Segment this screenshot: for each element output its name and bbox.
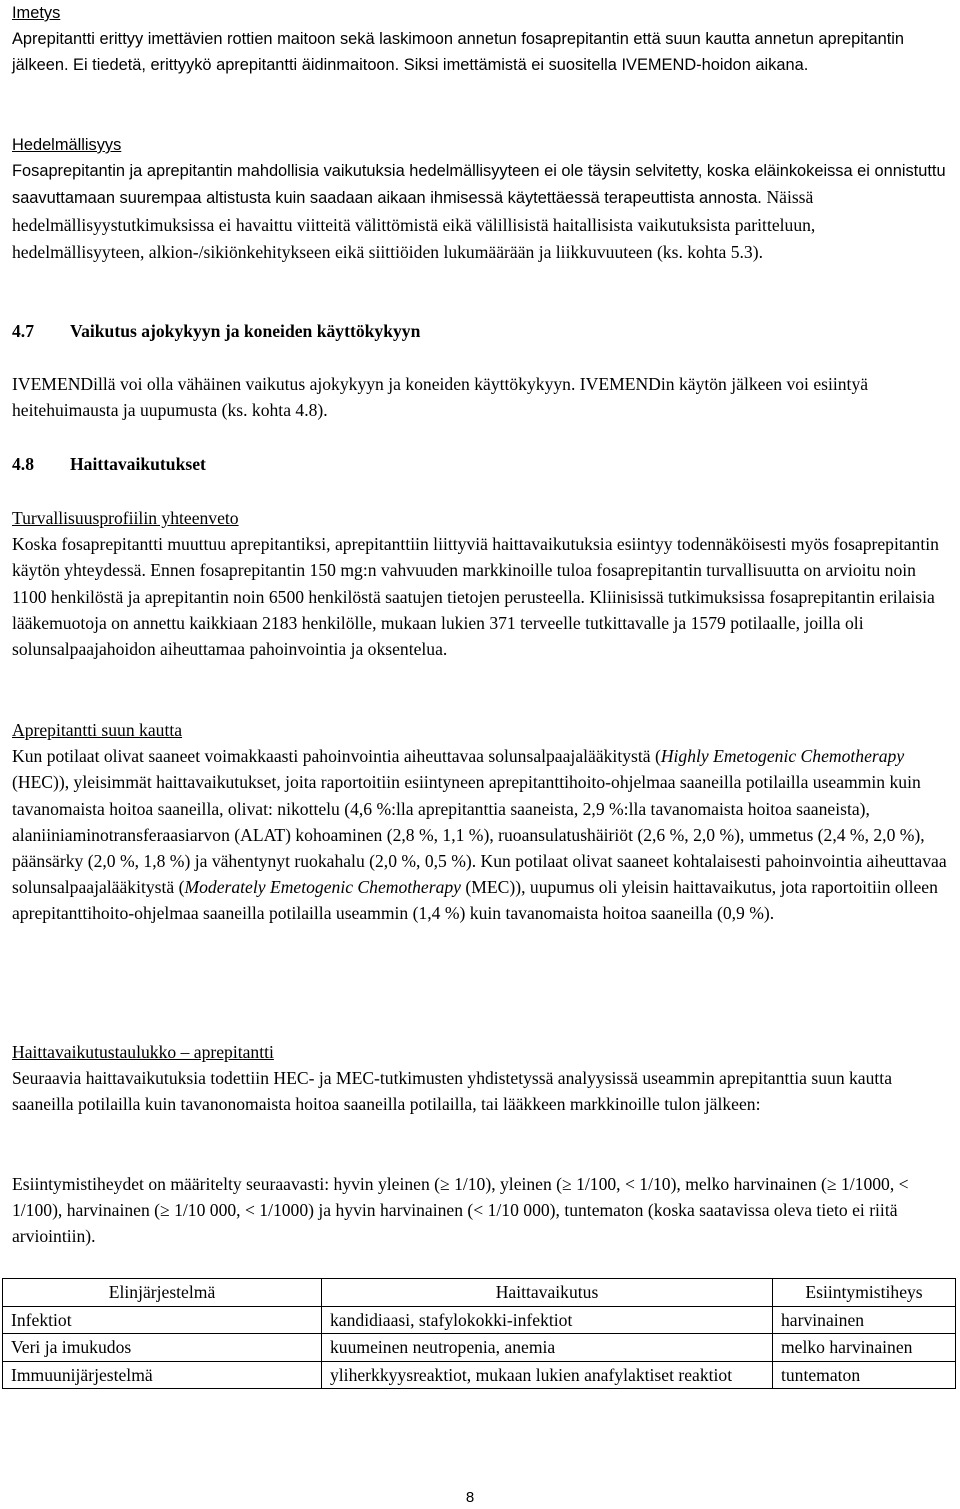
table-cell-frequency: melko harvinainen bbox=[773, 1334, 956, 1362]
table-row bbox=[3, 1306, 956, 1334]
table-cell-reaction: kuumeinen neutropenia, anemia bbox=[322, 1334, 773, 1362]
table-row bbox=[3, 1361, 956, 1389]
hec-term: Highly Emetogenic Chemotherapy bbox=[660, 746, 905, 767]
section-title: Haittavaikutukset bbox=[70, 454, 206, 474]
hedelmallisyys-text-sans: Fosaprepitantin ja aprepitantin mahdollisia vaikutuksia hedelmällisyyteen ei ole täysin selvitetty, koska eläinkokeissa ei onnistuttu saavuttamaan suurempaa altistusta kuin saadaan aikaan ihmisessä käytettäessä terapeuttista annosta. bbox=[12, 162, 946, 208]
hedelmallisyys-text-serif: Näissä hedelmällisyystutkimuksissa ei havaittu viitteitä välittömistä eikä välillisistä haitallisista vaikutuksista paritteluun, hedelmällisyyteen, alkion-/sikiönkehitykseen eikä siittiöiden lukumäärään ja liikkuvuuteen (ks. kohta 5.3). bbox=[12, 187, 816, 262]
suun-kautta-text-2: (HEC)), yleisimmät haittavaikutukset, joita raportoitiin esiintyneen aprepitanttihoito-ohjelmaa saaneilla potilailla useammin kuin tavanomaista hoitoa saaneilla, olivat: nikottelu (4,6 %:lla aprepitanttia saaneista, 2,9 %:lla tavanomaista hoitoa saaneista), alaniiniaminotransferaasiarvon (ALAT) kohoaminen (2,8 %, 1,1 %), ruoansulatushäiriöt (2,6 %, 2,0 %), ummetus (2,4 %, 2,0 %), päänsärky (2,0 %, 1,8 %) ja vähentynyt ruokahalu (2,0 %, 0,5 %). Kun potilaat olivat saaneet kohtalaisesti pahoinvointia aiheuttavaa solunsalpaajalääkitystä ( bbox=[12, 772, 947, 898]
taulukko-heading: Haittavaikutustaulukko – aprepitantti bbox=[12, 1042, 274, 1062]
turvallisuus-heading: Turvallisuusprofiilin yhteenveto bbox=[12, 508, 239, 528]
taulukko-text: Seuraavia haittavaikutuksia todettiin HEC- ja MEC-tutkimusten yhdistetyssä analyysissä useammin aprepitanttia suun kautta saaneilla potilailla kuin tavanonomaista hoitoa saaneilla potilailla, tai lääkkeen markkinoille tulon jälkeen: bbox=[12, 1068, 892, 1115]
table-cell-organ: Immuunijärjestelmä bbox=[3, 1361, 322, 1389]
section-4-7-text: IVEMENDillä voi olla vähäinen vaikutus ajokykyyn ja koneiden käyttökykyyn. IVEMENDin käytön jälkeen voi esiintyä heitehuimausta ja uupumusta (ks. kohta 4.8). bbox=[12, 374, 869, 421]
table-cell-reaction: yliherkkyysreaktiot, mukaan lukien anafylaktiset reaktiot bbox=[322, 1361, 773, 1389]
section-4-7-heading bbox=[12, 318, 948, 344]
page-number: 8 bbox=[465, 1489, 475, 1506]
table-cell-reaction: kandidiaasi, stafylokokki-infektiot bbox=[322, 1306, 773, 1334]
suun-kautta-text-3: (MEC)), uupumus oli yleisin haittavaikutus, jota raportoitiin olleen aprepitanttihoito-ohjelmaa saaneilla potilailla useammin (1,4 %) kuin tavanomaista hoitoa saaneilla (0,9 %). bbox=[12, 877, 938, 924]
table-cell-organ: Veri ja imukudos bbox=[3, 1334, 322, 1362]
column-header: Haittavaikutus bbox=[322, 1279, 773, 1307]
turvallisuus-text: Koska fosaprepitantti muuttuu aprepitantiksi, aprepitanttiin liittyviä haittavaikutuksia esiintyy todennäköisesti myös fosaprepitantin käytön yhteydessä. Ennen fosaprepitantin 150 mg:n vahvuuden markkinoille tuloa fosaprepitantin turvallisuutta on arvioitu noin 1100 henkilöstä ja aprepitantin noin 6500 henkilöstä saatujen tietojen perusteella. Kliinisissä tutkimuksissa fosaprepitantin erilaisia lääkemuotoja on annettu kaikkiaan 2183 henkilölle, mukaan lukien 371 terveelle tutkittavalle ja 1579 potilaalle, joilla oli solunsalpaajahoidon aiheuttamaa pahoinvointia ja oksentelua. bbox=[12, 534, 939, 660]
suun-kautta-text-1: Kun potilaat olivat saaneet voimakkaasti pahoinvointia aiheuttavaa solunsalpaajalääkitystä ( bbox=[12, 746, 661, 767]
suun-kautta-heading: Aprepitantti suun kautta bbox=[12, 720, 183, 740]
section-number: 4.7 bbox=[12, 321, 34, 341]
table-cell-organ: Infektiot bbox=[3, 1306, 322, 1334]
table-header-row bbox=[3, 1279, 956, 1307]
imetys-heading: Imetys bbox=[12, 4, 61, 22]
section-number: 4.8 bbox=[12, 454, 34, 474]
mec-term: Moderately Emetogenic Chemotherapy bbox=[184, 877, 461, 898]
column-header: Esiintymistiheys bbox=[773, 1279, 956, 1307]
adverse-reactions-table bbox=[2, 1278, 956, 1389]
section-4-8-heading bbox=[12, 451, 948, 477]
column-header: Elinjärjestelmä bbox=[3, 1279, 322, 1307]
table-row bbox=[3, 1334, 956, 1362]
hedelmallisyys-heading: Hedelmällisyys bbox=[12, 136, 122, 154]
frequency-definitions: Esiintymistiheydet on määritelty seuraavasti: hyvin yleinen (≥ 1/10), yleinen (≥ 1/100, < 1/10), melko harvinainen (≥ 1/1000, < 1/100), harvinainen (≥ 1/10 000, < 1/1000) ja hyvin harvinainen (< 1/10 000), tuntematon (koska saatavissa oleva tieto ei riitä arviointiin). bbox=[12, 1174, 909, 1247]
table-cell-frequency: tuntematon bbox=[773, 1361, 956, 1389]
imetys-text: Aprepitantti erittyy imettävien rottien maitoon sekä laskimoon annetun fosaprepitantin että suun kautta annetun aprepitantin jälkeen. Ei tiedetä, erittyykö aprepitantti äidinmaitoon. Siksi imettämistä ei suositella IVEMEND-hoidon aikana. bbox=[12, 30, 905, 75]
table-cell-frequency: harvinainen bbox=[773, 1306, 956, 1334]
section-title: Vaikutus ajokykyyn ja koneiden käyttökykyyn bbox=[70, 321, 421, 341]
